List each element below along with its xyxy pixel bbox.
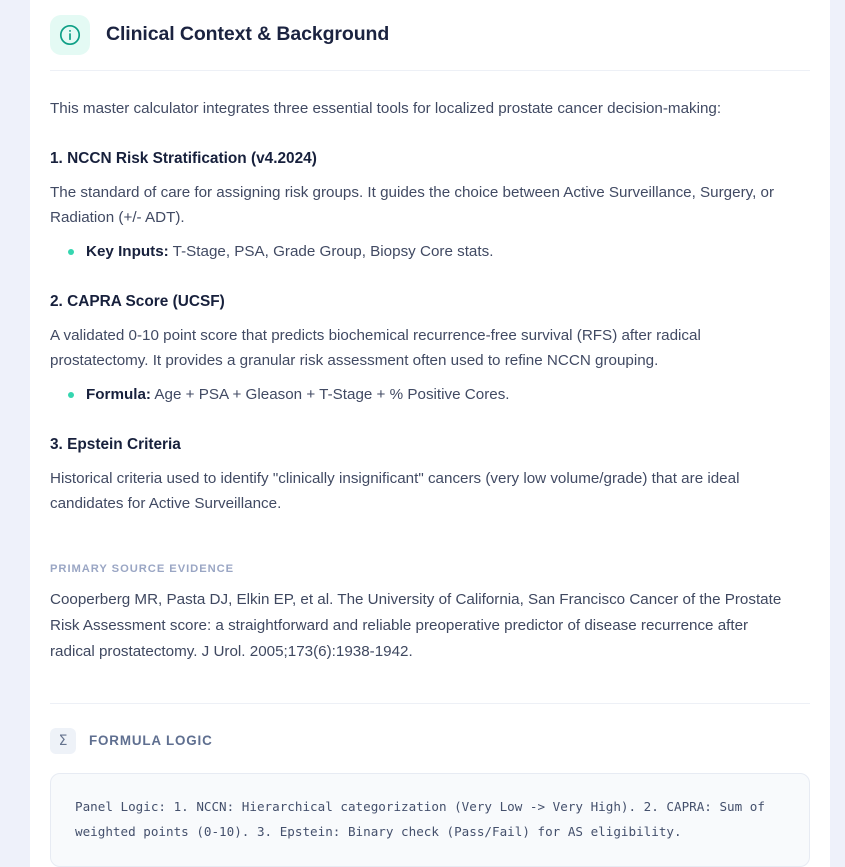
card-body — [50, 97, 810, 867]
evidence-label: PRIMARY SOURCE EVIDENCE — [50, 562, 235, 575]
list-item — [68, 240, 810, 264]
intro-paragraph: This master calculator integrates three essential tools for localized prostate cancer decision-making: — [50, 100, 722, 117]
evidence-block — [50, 564, 810, 666]
card-header — [50, 0, 810, 60]
bullet-label: Formula: — [86, 386, 151, 404]
section-heading-capra: 2. CAPRA Score (UCSF) — [50, 292, 225, 310]
formula-logic-header — [50, 728, 810, 754]
header-divider — [50, 70, 810, 71]
sigma-icon: Σ — [50, 728, 76, 754]
bullet-text: T-Stage, PSA, Grade Group, Biopsy Core stats. — [168, 243, 494, 261]
section-heading-epstein: 3. Epstein Criteria — [50, 435, 181, 453]
section-paragraph-capra: A validated 0-10 point score that predicts biochemical recurrence-free survival (RFS) after radical prostatectomy. It provides a granular risk assessment often used to refine NCCN grouping. — [50, 326, 701, 370]
bullet-text: Age + PSA + Gleason + T-Stage + % Positive Cores. — [150, 386, 510, 404]
page-title: Clinical Context & Background — [106, 22, 390, 45]
section-heading-nccn: 1. NCCN Risk Stratification (v4.2024) — [50, 149, 317, 167]
formula-logic-label: FORMULA LOGIC — [89, 733, 213, 749]
section-paragraph-epstein: Historical criteria used to identify "clinically insignificant" cancers (very low volume/grade) that are ideal candidates for Active Surveillance. — [50, 469, 740, 513]
clinical-context-card — [30, 0, 830, 867]
bullet-list-capra — [50, 383, 810, 407]
evidence-citation: Cooperberg MR, Pasta DJ, Elkin EP, et al. The University of California, San Francisco Cancer of the Prostate Risk Assessment score: a straightforward and reliable preoperative predictor of disease recurrence after radical prostatectomy. J Urol. 2005;173(6):1938-1942. — [50, 590, 782, 661]
formula-logic-code: Panel Logic: 1. NCCN: Hierarchical categorization (Very Low -> Very High). 2. CAPRA: Sum of weighted points (0-10). 3. Epstein: Binary check (Pass/Fail) for AS eligibility. — [75, 798, 773, 839]
formula-divider — [50, 703, 810, 704]
formula-logic-code-box — [50, 773, 810, 867]
section-paragraph-nccn: The standard of care for assigning risk groups. It guides the choice between Active Surveillance, Surgery, or Radiation (+/- ADT). — [50, 183, 775, 227]
list-item — [68, 383, 810, 407]
info-circle-icon — [50, 15, 90, 55]
bullet-list-nccn — [50, 240, 810, 264]
bullet-label: Key Inputs: — [86, 243, 169, 261]
